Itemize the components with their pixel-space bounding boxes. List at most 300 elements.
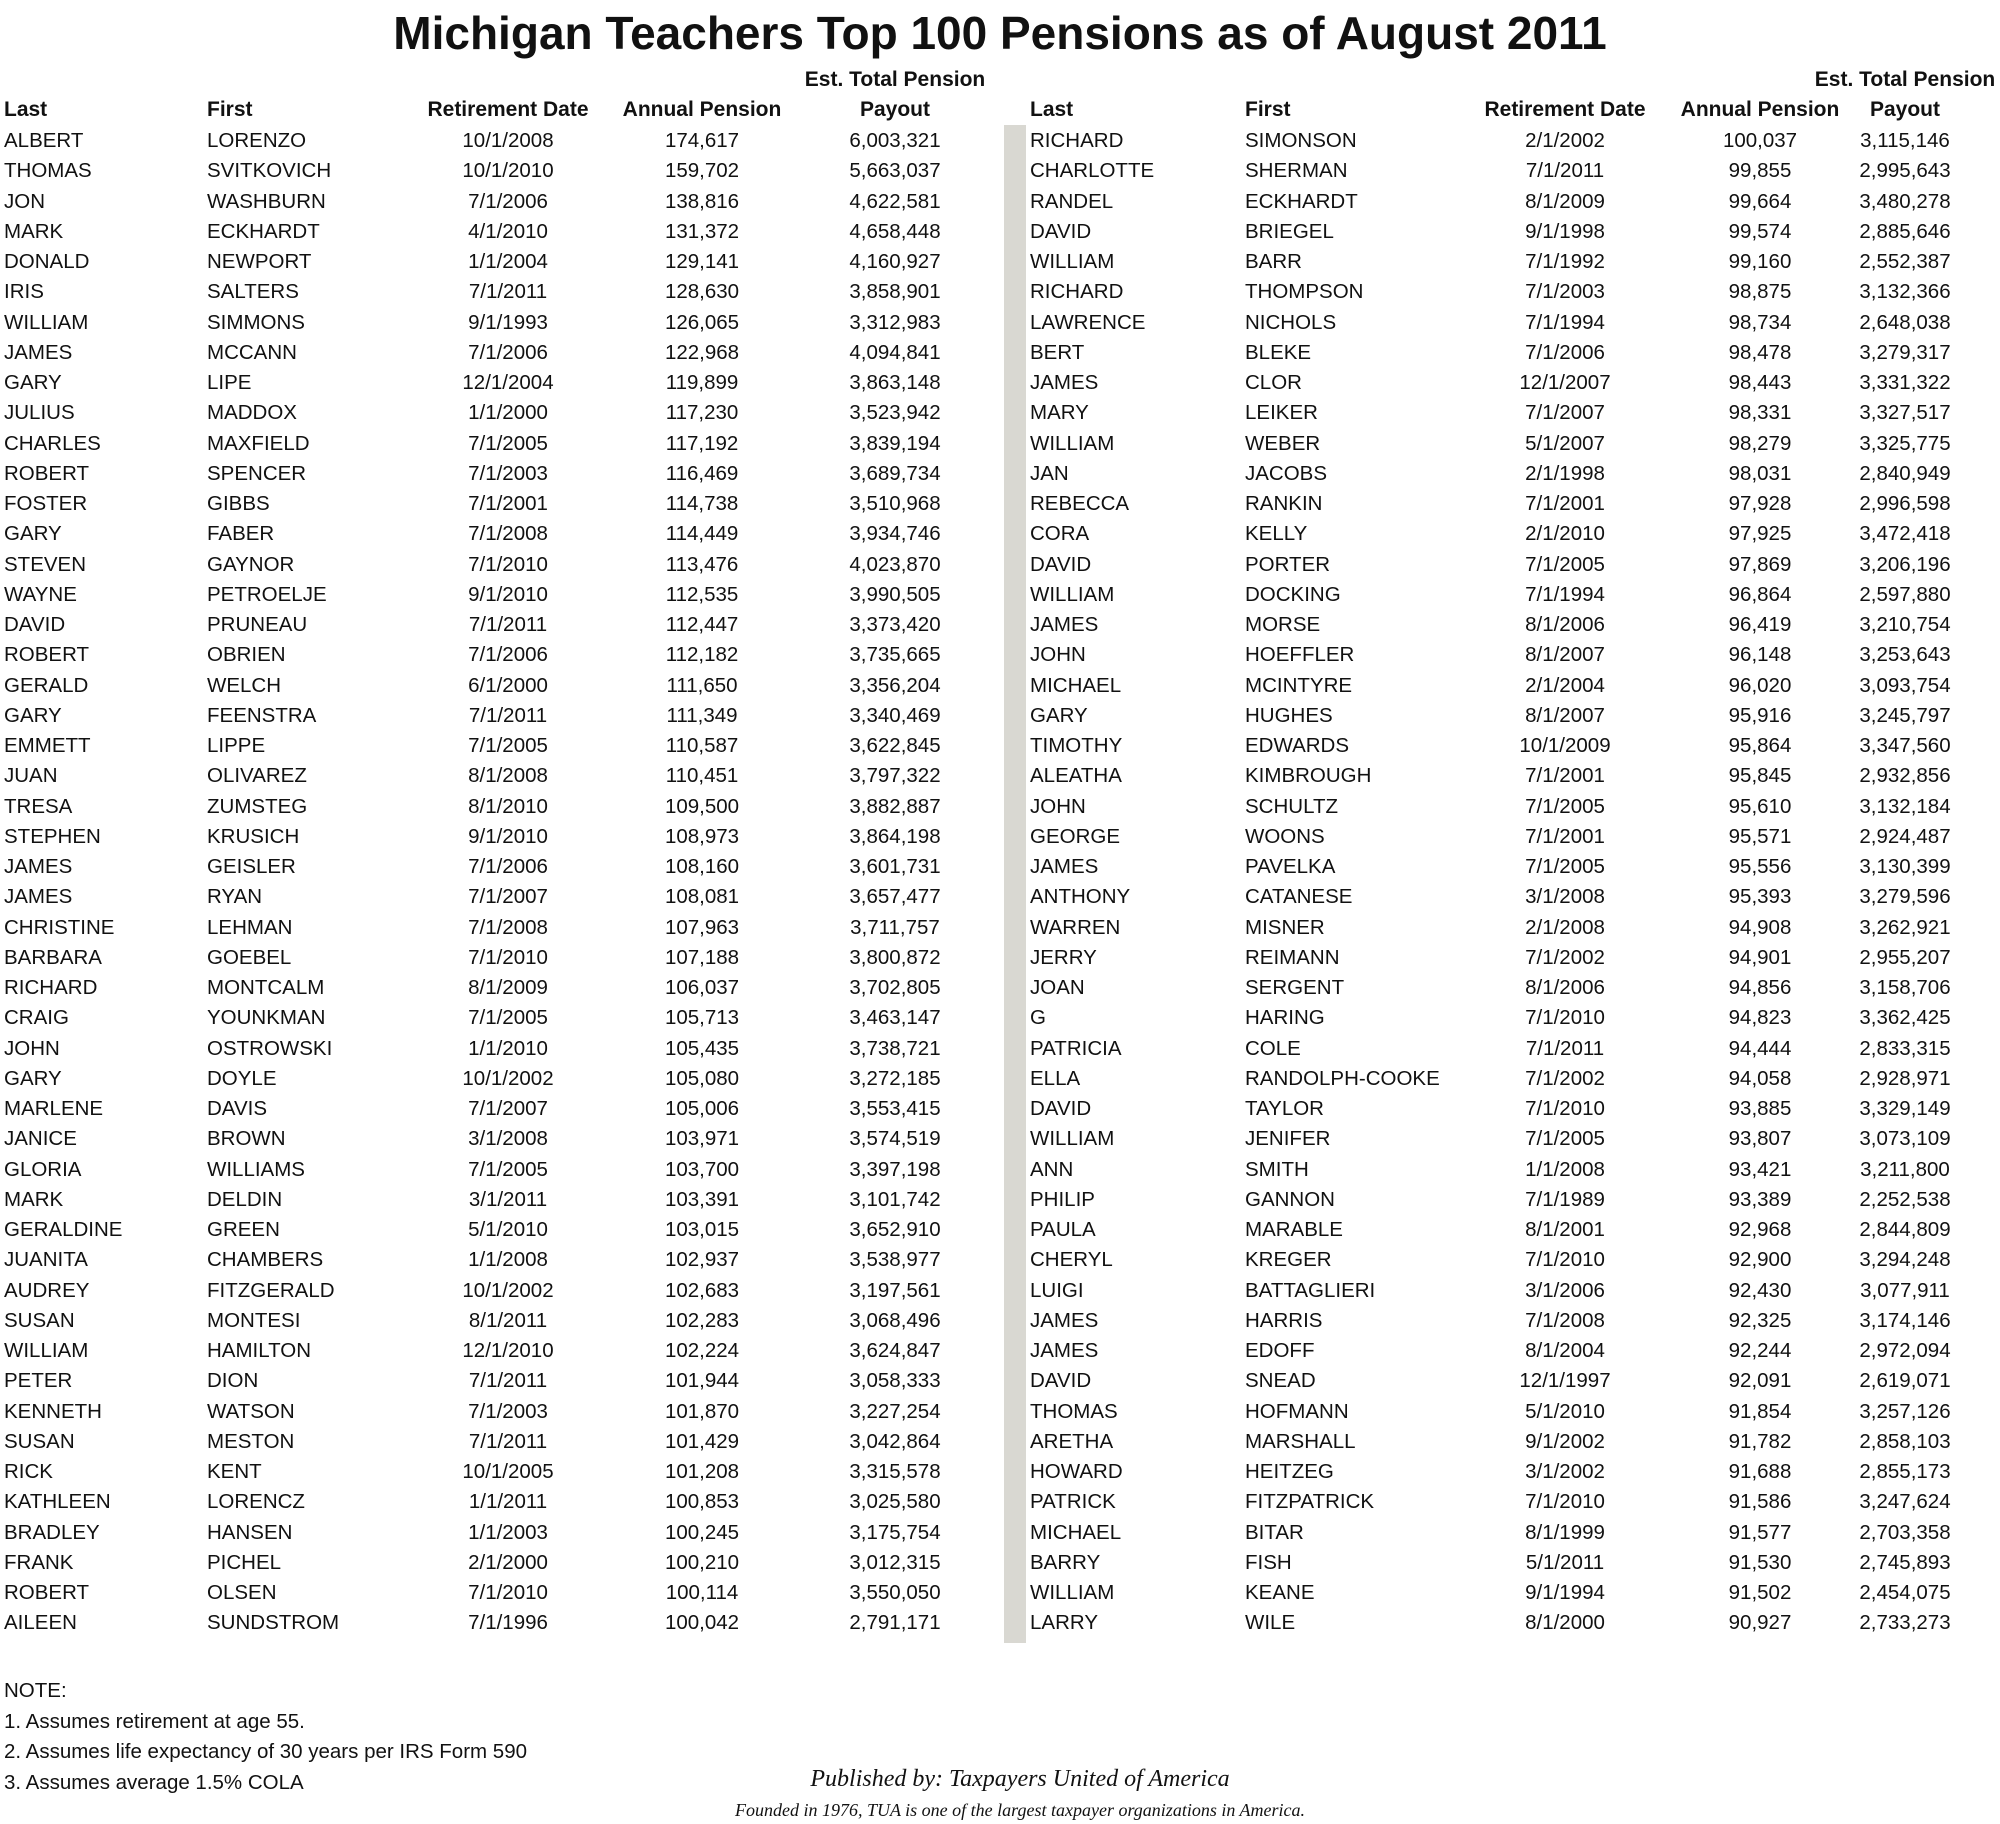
cell-retirement-date: 2/1/2002 — [1525, 129, 1605, 152]
cell-first: HANSEN — [207, 1520, 293, 1544]
cell-first: SIMMONS — [207, 310, 305, 334]
cell-annual-pension: 138,816 — [664, 189, 740, 213]
cell-total-payout: 3,738,721 — [849, 1036, 941, 1060]
cell-last: G — [1030, 1006, 1046, 1030]
cell-retirement-date: 7/1/2005 — [468, 1157, 548, 1181]
cell-first: OBRIEN — [207, 643, 286, 667]
cell-total-payout: 2,855,173 — [1859, 1460, 1951, 1483]
cell-first: ECKHARDT — [207, 219, 320, 243]
cell-total-payout: 3,523,942 — [849, 401, 941, 425]
table-row — [1030, 943, 2000, 973]
cell-total-payout: 3,362,425 — [1859, 1006, 1951, 1030]
cell-retirement-date: 7/1/1992 — [1525, 250, 1605, 273]
cell-retirement-date: 7/1/2001 — [1525, 824, 1605, 848]
table-header — [0, 64, 1000, 126]
table-row — [1030, 156, 2000, 186]
cell-last: JAMES — [1030, 613, 1099, 636]
cell-last: DAVID — [4, 613, 66, 636]
cell-total-payout: 3,042,864 — [849, 1429, 941, 1453]
table-row — [0, 1397, 1000, 1427]
table-row — [0, 761, 1000, 791]
cell-last: BRADLEY — [4, 1520, 100, 1544]
cell-retirement-date: 2/1/1998 — [1525, 461, 1605, 485]
cell-annual-pension: 93,389 — [1728, 1187, 1792, 1211]
cell-annual-pension: 96,864 — [1728, 582, 1792, 606]
cell-first: OLSEN — [207, 1581, 277, 1604]
cell-first: MAXFIELD — [207, 431, 310, 455]
cell-total-payout: 4,094,841 — [849, 340, 941, 364]
cell-annual-pension: 103,971 — [664, 1127, 740, 1151]
page-title: Michigan Teachers Top 100 Pensions as of August 2011 — [393, 7, 1607, 59]
cell-total-payout: 3,058,333 — [849, 1369, 941, 1393]
cell-total-payout: 3,279,317 — [1859, 340, 1951, 364]
cell-first: KRUSICH — [207, 824, 300, 848]
cell-retirement-date: 7/1/2003 — [468, 1399, 548, 1423]
cell-total-payout: 2,597,880 — [1859, 582, 1951, 606]
cell-annual-pension: 105,713 — [664, 1006, 740, 1030]
cell-total-payout: 3,132,366 — [1859, 280, 1951, 304]
cell-annual-pension: 103,015 — [664, 1218, 740, 1241]
cell-total-payout: 2,833,315 — [1859, 1036, 1951, 1060]
cell-first: TAYLOR — [1245, 1097, 1324, 1120]
table-row — [0, 1245, 1000, 1275]
cell-first: SUNDSTROM — [207, 1611, 340, 1635]
cell-total-payout: 2,840,949 — [1859, 461, 1951, 485]
cell-retirement-date: 3/1/2002 — [1525, 1460, 1605, 1483]
cell-first: BROWN — [207, 1127, 286, 1151]
cell-annual-pension: 92,244 — [1728, 1339, 1792, 1362]
cell-annual-pension: 102,937 — [664, 1248, 740, 1272]
cell-last: GARY — [4, 371, 62, 394]
table-row — [0, 610, 1000, 640]
cell-retirement-date: 12/1/2004 — [462, 371, 554, 394]
cell-annual-pension: 98,734 — [1728, 310, 1792, 334]
table-row — [0, 489, 1000, 519]
cell-last: GLORIA — [4, 1157, 82, 1181]
cell-annual-pension: 109,500 — [664, 794, 740, 818]
table-row — [1030, 1276, 2000, 1306]
cell-total-payout: 3,574,519 — [849, 1127, 941, 1151]
table-row — [1030, 187, 2000, 217]
cell-retirement-date: 9/1/1994 — [1525, 1581, 1605, 1604]
cell-annual-pension: 94,901 — [1728, 945, 1792, 969]
cell-total-payout: 3,279,596 — [1859, 885, 1951, 909]
cell-last: JAMES — [4, 340, 73, 364]
cell-last: FRANK — [4, 1550, 74, 1574]
cell-last: PETER — [4, 1369, 73, 1393]
cell-annual-pension: 112,535 — [665, 582, 739, 606]
cell-first: KELLY — [1245, 522, 1308, 546]
table-row — [1030, 1336, 2000, 1366]
cell-annual-pension: 91,502 — [1728, 1581, 1792, 1604]
cell-retirement-date: 2/1/2004 — [1525, 673, 1605, 697]
table-row — [0, 247, 1000, 277]
cell-last: MICHAEL — [1030, 673, 1122, 697]
cell-total-payout: 3,068,496 — [849, 1308, 941, 1332]
cell-retirement-date: 3/1/2006 — [1525, 1278, 1605, 1302]
cell-last: JERRY — [1030, 945, 1097, 969]
cell-last: STEVEN — [4, 552, 87, 576]
cell-total-payout: 3,990,505 — [849, 582, 941, 606]
cell-annual-pension: 129,141 — [664, 250, 740, 273]
cell-last: ROBERT — [4, 1581, 90, 1604]
cell-last: WILLIAM — [1030, 582, 1115, 606]
cell-total-payout: 5,663,037 — [849, 159, 941, 183]
cell-annual-pension: 98,875 — [1728, 280, 1792, 304]
cell-last: LARRY — [1030, 1611, 1098, 1635]
cell-total-payout: 3,347,560 — [1859, 734, 1951, 757]
cell-annual-pension: 100,245 — [664, 1520, 740, 1544]
notes — [4, 1676, 527, 1798]
cell-annual-pension: 128,630 — [664, 280, 740, 304]
table-row — [1030, 1034, 2000, 1064]
right-table — [1030, 64, 2000, 1639]
cell-annual-pension: 174,617 — [664, 129, 740, 152]
cell-first: FABER — [207, 522, 275, 546]
cell-total-payout: 2,733,273 — [1859, 1611, 1951, 1635]
table-row — [1030, 852, 2000, 882]
cell-last: SUSAN — [4, 1308, 75, 1332]
cell-annual-pension: 117,192 — [665, 431, 739, 455]
cell-total-payout: 2,885,646 — [1859, 219, 1951, 243]
cell-total-payout: 3,882,887 — [849, 794, 941, 818]
cell-first: RYAN — [207, 885, 263, 909]
table-row — [0, 1306, 1000, 1336]
cell-first: LORENCZ — [207, 1490, 305, 1514]
cell-first: NICHOLS — [1245, 310, 1337, 334]
cell-first: OLIVAREZ — [207, 764, 307, 788]
table-row — [0, 943, 1000, 973]
cell-retirement-date: 10/1/2010 — [462, 159, 554, 183]
cell-total-payout: 3,325,775 — [1859, 431, 1951, 455]
cell-first: SCHULTZ — [1245, 794, 1339, 818]
table-row — [0, 217, 1000, 247]
cell-annual-pension: 100,037 — [1722, 129, 1798, 152]
table-row — [1030, 217, 2000, 247]
cell-retirement-date: 3/1/2011 — [468, 1187, 548, 1211]
cell-retirement-date: 12/1/1997 — [1519, 1369, 1611, 1393]
cell-retirement-date: 7/1/1996 — [468, 1611, 548, 1635]
cell-last: SUSAN — [4, 1429, 75, 1453]
table-row — [0, 1003, 1000, 1033]
header-annual-pension: Annual Pension — [1680, 98, 1840, 121]
table-row — [1030, 1124, 2000, 1154]
cell-last: CHERYL — [1030, 1248, 1113, 1272]
cell-first: HAMILTON — [207, 1339, 312, 1362]
cell-total-payout: 3,211,800 — [1860, 1157, 1950, 1181]
cell-last: RICK — [4, 1460, 53, 1483]
cell-total-payout: 3,272,185 — [849, 1066, 941, 1090]
cell-retirement-date: 8/1/2009 — [468, 976, 548, 999]
cell-annual-pension: 101,944 — [664, 1369, 740, 1393]
table-body — [0, 126, 1000, 1639]
table-row — [0, 1276, 1000, 1306]
cell-annual-pension: 99,855 — [1728, 159, 1792, 183]
cell-last: ELLA — [1030, 1066, 1081, 1090]
cell-annual-pension: 103,700 — [664, 1157, 740, 1181]
cell-total-payout: 3,624,847 — [849, 1339, 941, 1362]
table-row — [1030, 368, 2000, 398]
cell-first: RANKIN — [1245, 492, 1323, 515]
table-row — [0, 1064, 1000, 1094]
cell-last: WAYNE — [4, 582, 77, 606]
cell-annual-pension: 103,391 — [664, 1187, 740, 1211]
cell-first: REIMANN — [1245, 945, 1340, 969]
table-row — [1030, 1427, 2000, 1457]
cell-last: DAVID — [1030, 1369, 1092, 1393]
table-row — [0, 126, 1000, 156]
cell-first: GIBBS — [207, 492, 270, 515]
cell-first: PICHEL — [207, 1550, 282, 1574]
cell-total-payout: 3,702,805 — [849, 976, 941, 999]
cell-last: JUAN — [4, 764, 58, 788]
cell-first: FITZPATRICK — [1245, 1490, 1375, 1514]
cell-retirement-date: 7/1/2006 — [468, 340, 548, 364]
cell-retirement-date: 7/1/2010 — [1525, 1097, 1605, 1120]
cell-last: KENNETH — [4, 1399, 102, 1423]
cell-first: DOCKING — [1245, 582, 1341, 606]
cell-first: SPENCER — [207, 461, 307, 485]
cell-first: SHERMAN — [1245, 159, 1348, 183]
cell-annual-pension: 97,928 — [1728, 492, 1792, 515]
cell-total-payout: 3,472,418 — [1859, 522, 1951, 546]
cell-last: JAMES — [4, 855, 73, 878]
table-row — [0, 731, 1000, 761]
table-row — [1030, 973, 2000, 1003]
cell-retirement-date: 7/1/1994 — [1525, 582, 1605, 606]
table-row — [1030, 489, 2000, 519]
table-row — [1030, 1487, 2000, 1517]
cell-last: AILEEN — [4, 1611, 77, 1635]
cell-total-payout: 3,601,731 — [849, 855, 941, 878]
cell-last: THOMAS — [4, 159, 92, 183]
cell-first: CLOR — [1245, 371, 1302, 394]
cell-last: GARY — [1030, 703, 1088, 727]
cell-annual-pension: 100,114 — [665, 1581, 739, 1604]
table-row — [1030, 308, 2000, 338]
cell-first: ECKHARDT — [1245, 189, 1358, 213]
cell-annual-pension: 102,283 — [664, 1308, 740, 1332]
table-row — [1030, 1245, 2000, 1275]
cell-annual-pension: 97,869 — [1728, 552, 1792, 576]
cell-first: WEBER — [1245, 431, 1321, 455]
cell-retirement-date: 3/1/2008 — [468, 1127, 548, 1151]
table-row — [1030, 459, 2000, 489]
cell-first: BATTAGLIERI — [1245, 1278, 1376, 1302]
table-row — [0, 277, 1000, 307]
cell-last: RICHARD — [1030, 129, 1124, 152]
cell-annual-pension: 94,444 — [1728, 1036, 1792, 1060]
cell-last: JAMES — [1030, 1308, 1099, 1332]
cell-first: PORTER — [1245, 552, 1331, 576]
table-row — [1030, 1548, 2000, 1578]
cell-annual-pension: 99,664 — [1728, 189, 1792, 213]
cell-retirement-date: 1/1/2004 — [468, 250, 548, 273]
cell-last: BARRY — [1030, 1550, 1101, 1574]
cell-last: JON — [4, 189, 45, 213]
table-row — [1030, 671, 2000, 701]
cell-annual-pension: 98,331 — [1728, 401, 1792, 425]
cell-last: JOAN — [1030, 976, 1085, 999]
cell-total-payout: 3,025,580 — [849, 1490, 941, 1514]
cell-last: ROBERT — [4, 643, 90, 667]
cell-first: MESTON — [207, 1429, 295, 1453]
cell-total-payout: 3,735,665 — [849, 643, 941, 667]
cell-annual-pension: 93,807 — [1728, 1127, 1792, 1151]
cell-total-payout: 3,934,746 — [849, 522, 941, 546]
cell-last: DAVID — [1030, 552, 1092, 576]
table-row — [1030, 1578, 2000, 1608]
cell-last: GARY — [4, 1066, 62, 1090]
cell-annual-pension: 94,908 — [1728, 915, 1792, 939]
cell-total-payout: 3,247,624 — [1859, 1490, 1951, 1514]
cell-first: FITZGERALD — [207, 1278, 335, 1302]
cell-last: PATRICK — [1030, 1490, 1116, 1514]
cell-first: PAVELKA — [1245, 855, 1336, 878]
header-total-payout-line1: Est. Total Pension — [804, 68, 986, 91]
cell-total-payout: 3,158,706 — [1859, 976, 1951, 999]
cell-last: WILLIAM — [1030, 431, 1115, 455]
cell-first: DION — [207, 1369, 259, 1393]
cell-annual-pension: 96,148 — [1728, 643, 1792, 667]
table-row — [1030, 761, 2000, 791]
cell-retirement-date: 4/1/2010 — [468, 219, 548, 243]
header-last: Last — [4, 98, 48, 121]
cell-retirement-date: 9/1/2010 — [468, 582, 548, 606]
cell-annual-pension: 95,610 — [1728, 794, 1792, 818]
cell-annual-pension: 112,447 — [665, 613, 739, 636]
cell-annual-pension: 101,208 — [664, 1460, 740, 1483]
cell-retirement-date: 9/1/1998 — [1525, 219, 1605, 243]
table-row — [0, 1487, 1000, 1517]
cell-total-payout: 3,711,757 — [850, 915, 940, 939]
table-row — [0, 398, 1000, 428]
cell-last: THOMAS — [1030, 1399, 1118, 1423]
cell-annual-pension: 122,968 — [664, 340, 740, 364]
table-row — [1030, 126, 2000, 156]
table-row — [0, 852, 1000, 882]
cell-first: MCCANN — [207, 340, 297, 364]
table-row — [0, 1548, 1000, 1578]
cell-first: GANNON — [1245, 1187, 1335, 1211]
cell-first: GOEBEL — [207, 945, 292, 969]
cell-first: SIMONSON — [1245, 129, 1357, 152]
cell-annual-pension: 92,968 — [1728, 1218, 1792, 1241]
cell-total-payout: 3,800,872 — [849, 945, 941, 969]
table-row — [0, 701, 1000, 731]
cell-retirement-date: 5/1/2010 — [1525, 1399, 1605, 1423]
cell-retirement-date: 10/1/2009 — [1519, 734, 1611, 757]
cell-total-payout: 3,863,148 — [849, 371, 941, 394]
cell-retirement-date: 10/1/2008 — [462, 129, 554, 152]
cell-total-payout: 6,003,321 — [849, 129, 941, 152]
table-row — [0, 187, 1000, 217]
cell-total-payout: 3,073,109 — [1859, 1127, 1951, 1151]
header-total-payout-line2: Payout — [1869, 98, 1940, 121]
table-row — [1030, 1064, 2000, 1094]
cell-last: TIMOTHY — [1030, 734, 1123, 757]
cell-first: KENT — [207, 1460, 262, 1483]
cell-first: LEIKER — [1245, 401, 1318, 425]
cell-retirement-date: 1/1/2003 — [468, 1520, 548, 1544]
cell-total-payout: 3,327,517 — [1859, 401, 1951, 425]
table-row — [1030, 398, 2000, 428]
cell-retirement-date: 7/1/2011 — [468, 1429, 548, 1453]
cell-retirement-date: 8/1/2009 — [1525, 189, 1605, 213]
cell-first: KREGER — [1245, 1248, 1332, 1272]
cell-total-payout: 3,262,921 — [1859, 915, 1951, 939]
header-total-payout-line1: Est. Total Pension — [1814, 68, 1996, 91]
cell-retirement-date: 7/1/2005 — [1525, 794, 1605, 818]
cell-annual-pension: 126,065 — [664, 310, 740, 334]
cell-retirement-date: 7/1/2008 — [1525, 1308, 1605, 1332]
cell-annual-pension: 105,080 — [664, 1066, 740, 1090]
cell-last: RICHARD — [4, 976, 98, 999]
cell-total-payout: 3,858,901 — [849, 280, 941, 304]
table-row — [0, 368, 1000, 398]
cell-total-payout: 3,373,420 — [849, 613, 941, 636]
cell-last: MARY — [1030, 401, 1089, 425]
cell-last: JOHN — [1030, 794, 1086, 818]
cell-first: HARING — [1245, 1006, 1325, 1030]
note-item: 3. Assumes average 1.5% COLA — [4, 1770, 304, 1794]
cell-annual-pension: 107,963 — [664, 915, 740, 939]
cell-retirement-date: 7/1/2010 — [468, 552, 548, 576]
table-row — [1030, 429, 2000, 459]
cell-total-payout: 3,312,983 — [849, 310, 941, 334]
cell-annual-pension: 98,443 — [1728, 371, 1792, 394]
cell-annual-pension: 105,435 — [664, 1036, 740, 1060]
cell-retirement-date: 7/1/2002 — [1525, 1066, 1605, 1090]
cell-retirement-date: 1/1/2010 — [468, 1036, 548, 1060]
cell-retirement-date: 1/1/2008 — [468, 1248, 548, 1272]
cell-retirement-date: 7/1/2008 — [468, 915, 548, 939]
cell-first: YOUNKMAN — [207, 1006, 326, 1030]
table-row — [1030, 1518, 2000, 1548]
cell-retirement-date: 1/1/2000 — [468, 401, 548, 425]
cell-annual-pension: 99,574 — [1728, 219, 1792, 243]
table-row — [0, 1124, 1000, 1154]
cell-total-payout: 3,652,910 — [849, 1218, 941, 1241]
cell-total-payout: 2,648,038 — [1859, 310, 1951, 334]
cell-last: REBECCA — [1030, 492, 1130, 515]
table-row — [1030, 519, 2000, 549]
cell-total-payout: 2,552,387 — [1859, 250, 1951, 273]
publisher-line: Published by: Taxpayers United of America — [810, 1766, 1230, 1792]
header-retirement-date: Retirement Date — [427, 98, 589, 121]
cell-last: EMMETT — [4, 734, 91, 757]
cell-annual-pension: 96,419 — [1728, 613, 1792, 636]
cell-first: DAVIS — [207, 1097, 267, 1120]
cell-retirement-date: 7/1/2005 — [1525, 1127, 1605, 1151]
cell-last: JAN — [1030, 461, 1069, 485]
cell-annual-pension: 95,556 — [1728, 855, 1792, 878]
cell-first: HUGHES — [1245, 703, 1333, 727]
cell-total-payout: 3,197,561 — [849, 1278, 941, 1302]
cell-annual-pension: 119,899 — [665, 371, 739, 394]
cell-last: TRESA — [4, 794, 73, 818]
cell-annual-pension: 96,020 — [1728, 673, 1792, 697]
cell-first: GREEN — [207, 1218, 280, 1241]
cell-retirement-date: 9/1/1993 — [468, 310, 548, 334]
cell-first: COLE — [1245, 1036, 1301, 1060]
cell-total-payout: 2,924,487 — [1859, 824, 1951, 848]
cell-retirement-date: 2/1/2008 — [1525, 915, 1605, 939]
table-row — [0, 519, 1000, 549]
table-row — [1030, 1397, 2000, 1427]
cell-total-payout: 2,844,809 — [1859, 1218, 1951, 1241]
cell-annual-pension: 91,530 — [1728, 1550, 1792, 1574]
